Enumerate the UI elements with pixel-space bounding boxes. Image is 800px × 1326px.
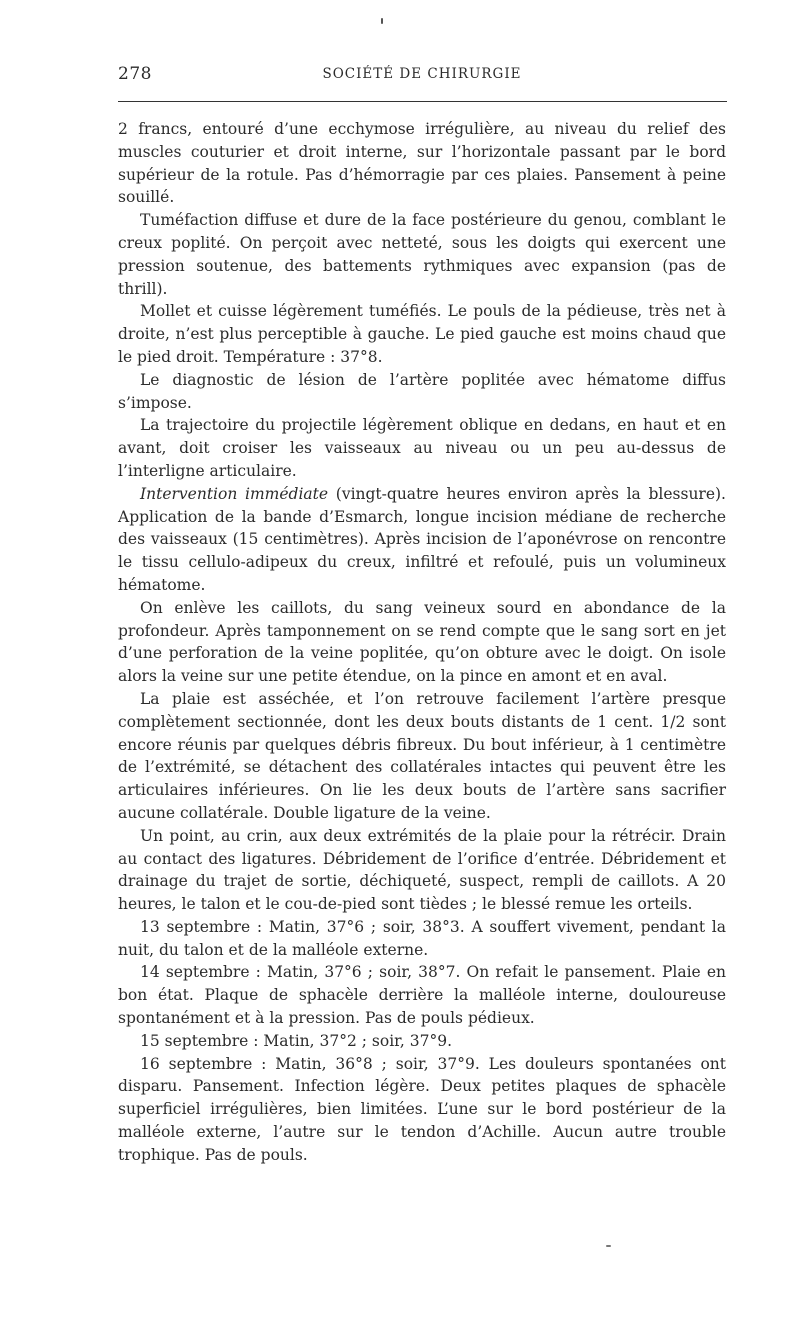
page-header	[118, 64, 726, 88]
paragraph: La trajectoire du projectile légèrement oblique en dedans, en haut et en avant, doit croiser les vaisseaux au niveau ou un peu au-dessus de l’interligne articulaire.	[118, 416, 726, 480]
paragraph: 13 septembre : Matin, 37°6 ; soir, 38°3. A souffert vivement, pendant la nuit, du talon et de la malléole externe.	[118, 917, 726, 959]
paragraph: Tuméfaction diffuse et dure de la face postérieure du genou, comblant le creux poplité. On perçoit avec netteté, sous les doigts qui exercent une pression soutenue, des battements rythmiques avec expansion (pas de thrill).	[118, 211, 726, 298]
paragraph: Mollet et cuisse légèrement tuméfiés. Le pouls de la pédieuse, très net à droite, n’est plus perceptible à gauche. Le pied gauche est moins chaud que le pied droit. Température : 37°8.	[118, 302, 726, 366]
paragraph: 14 septembre : Matin, 37°6 ; soir, 38°7. On refait le pansement. Plaie en bon état. Plaque de sphacèle derrière la malléole interne, douloureuse spontanément et à la pression. Pas de pouls pédieux.	[118, 963, 726, 1028]
paragraph: La plaie est asséchée, et l’on retrouve facilement l’artère presque complètement sectionnée, dont les deux bouts distants de 1 cent. 1/2 sont encore réunis par quelques débris fibreux. Du bout inférieur, à 1 centimètre de l’extrémité, se détachent des collatérales intactes qui peuvent être les articulaires inférieures. On lie les deux bouts de l’artère sans sacrifier aucune collatérale. Double ligature de la veine.	[118, 689, 726, 822]
paragraph: Le diagnostic de lésion de l’artère poplitée avec hématome diffus s’impose.	[118, 370, 726, 412]
paragraph: Un point, au crin, aux deux extrémités de la plaie pour la rétrécir. Drain au contact des ligatures. Débridement de l’orifice d’entrée. Débridement et drainage du trajet de sortie, déchiqueté, suspect, rempli de caillots. A 20 heures, le talon et le cou-de-pied sont tièdes ; le blessé remue les orteils.	[118, 826, 726, 914]
paragraph: 2 francs, entouré d’une ecchymose irrégulière, au niveau du relief des muscles couturier et droit interne, sur l’horizontale passant par le bord supérieur de la rotule. Pas d’hémorragie par ces plaies. Pansement à peine souillé.	[118, 120, 726, 207]
paragraph: 16 septembre : Matin, 36°8 ; soir, 37°9. Les douleurs spontanées ont disparu. Pansement. Infection légère. Deux petites plaques de sphacèle superficiel irrégulières, bien limitées. L’une sur le bord postérieur de la malléole externe, l’autre sur le tendon d’Achille. Aucun autre trouble trophique. Pas de pouls.	[118, 1054, 726, 1164]
italic-lead: Intervention immédiate	[140, 484, 329, 503]
paragraph	[118, 483, 726, 597]
paragraph: On enlève les caillots, du sang veineux sourd en abondance de la profondeur. Après tamponnement on se rend compte que le sang sort en jet d’une perforation de la veine poplitée, qu’on obture avec le doigt. On isole alors la veine sur une petite étendue, on la pince en amont et en aval.	[118, 598, 726, 686]
running-head: SOCIÉTÉ DE CHIRURGIE	[322, 66, 522, 82]
print-mark	[381, 18, 383, 24]
header-rule	[118, 101, 727, 102]
body-text	[118, 118, 726, 1167]
page-number: 278	[118, 64, 152, 84]
paragraph: 15 septembre : Matin, 37°2 ; soir, 37°9.	[140, 1031, 452, 1050]
paragraph-text: (vingt-quatre heures environ après la blessure). Application de la bande d’Esmarch, longue incision médiane de recherche des vaisseaux (15 centimètres). Après incision de l’aponévrose on rencontre le tissu cellulo-adipeux du creux, infiltré et refoulé, puis un volumineux hématome.	[118, 484, 726, 594]
print-mark	[606, 1245, 611, 1247]
